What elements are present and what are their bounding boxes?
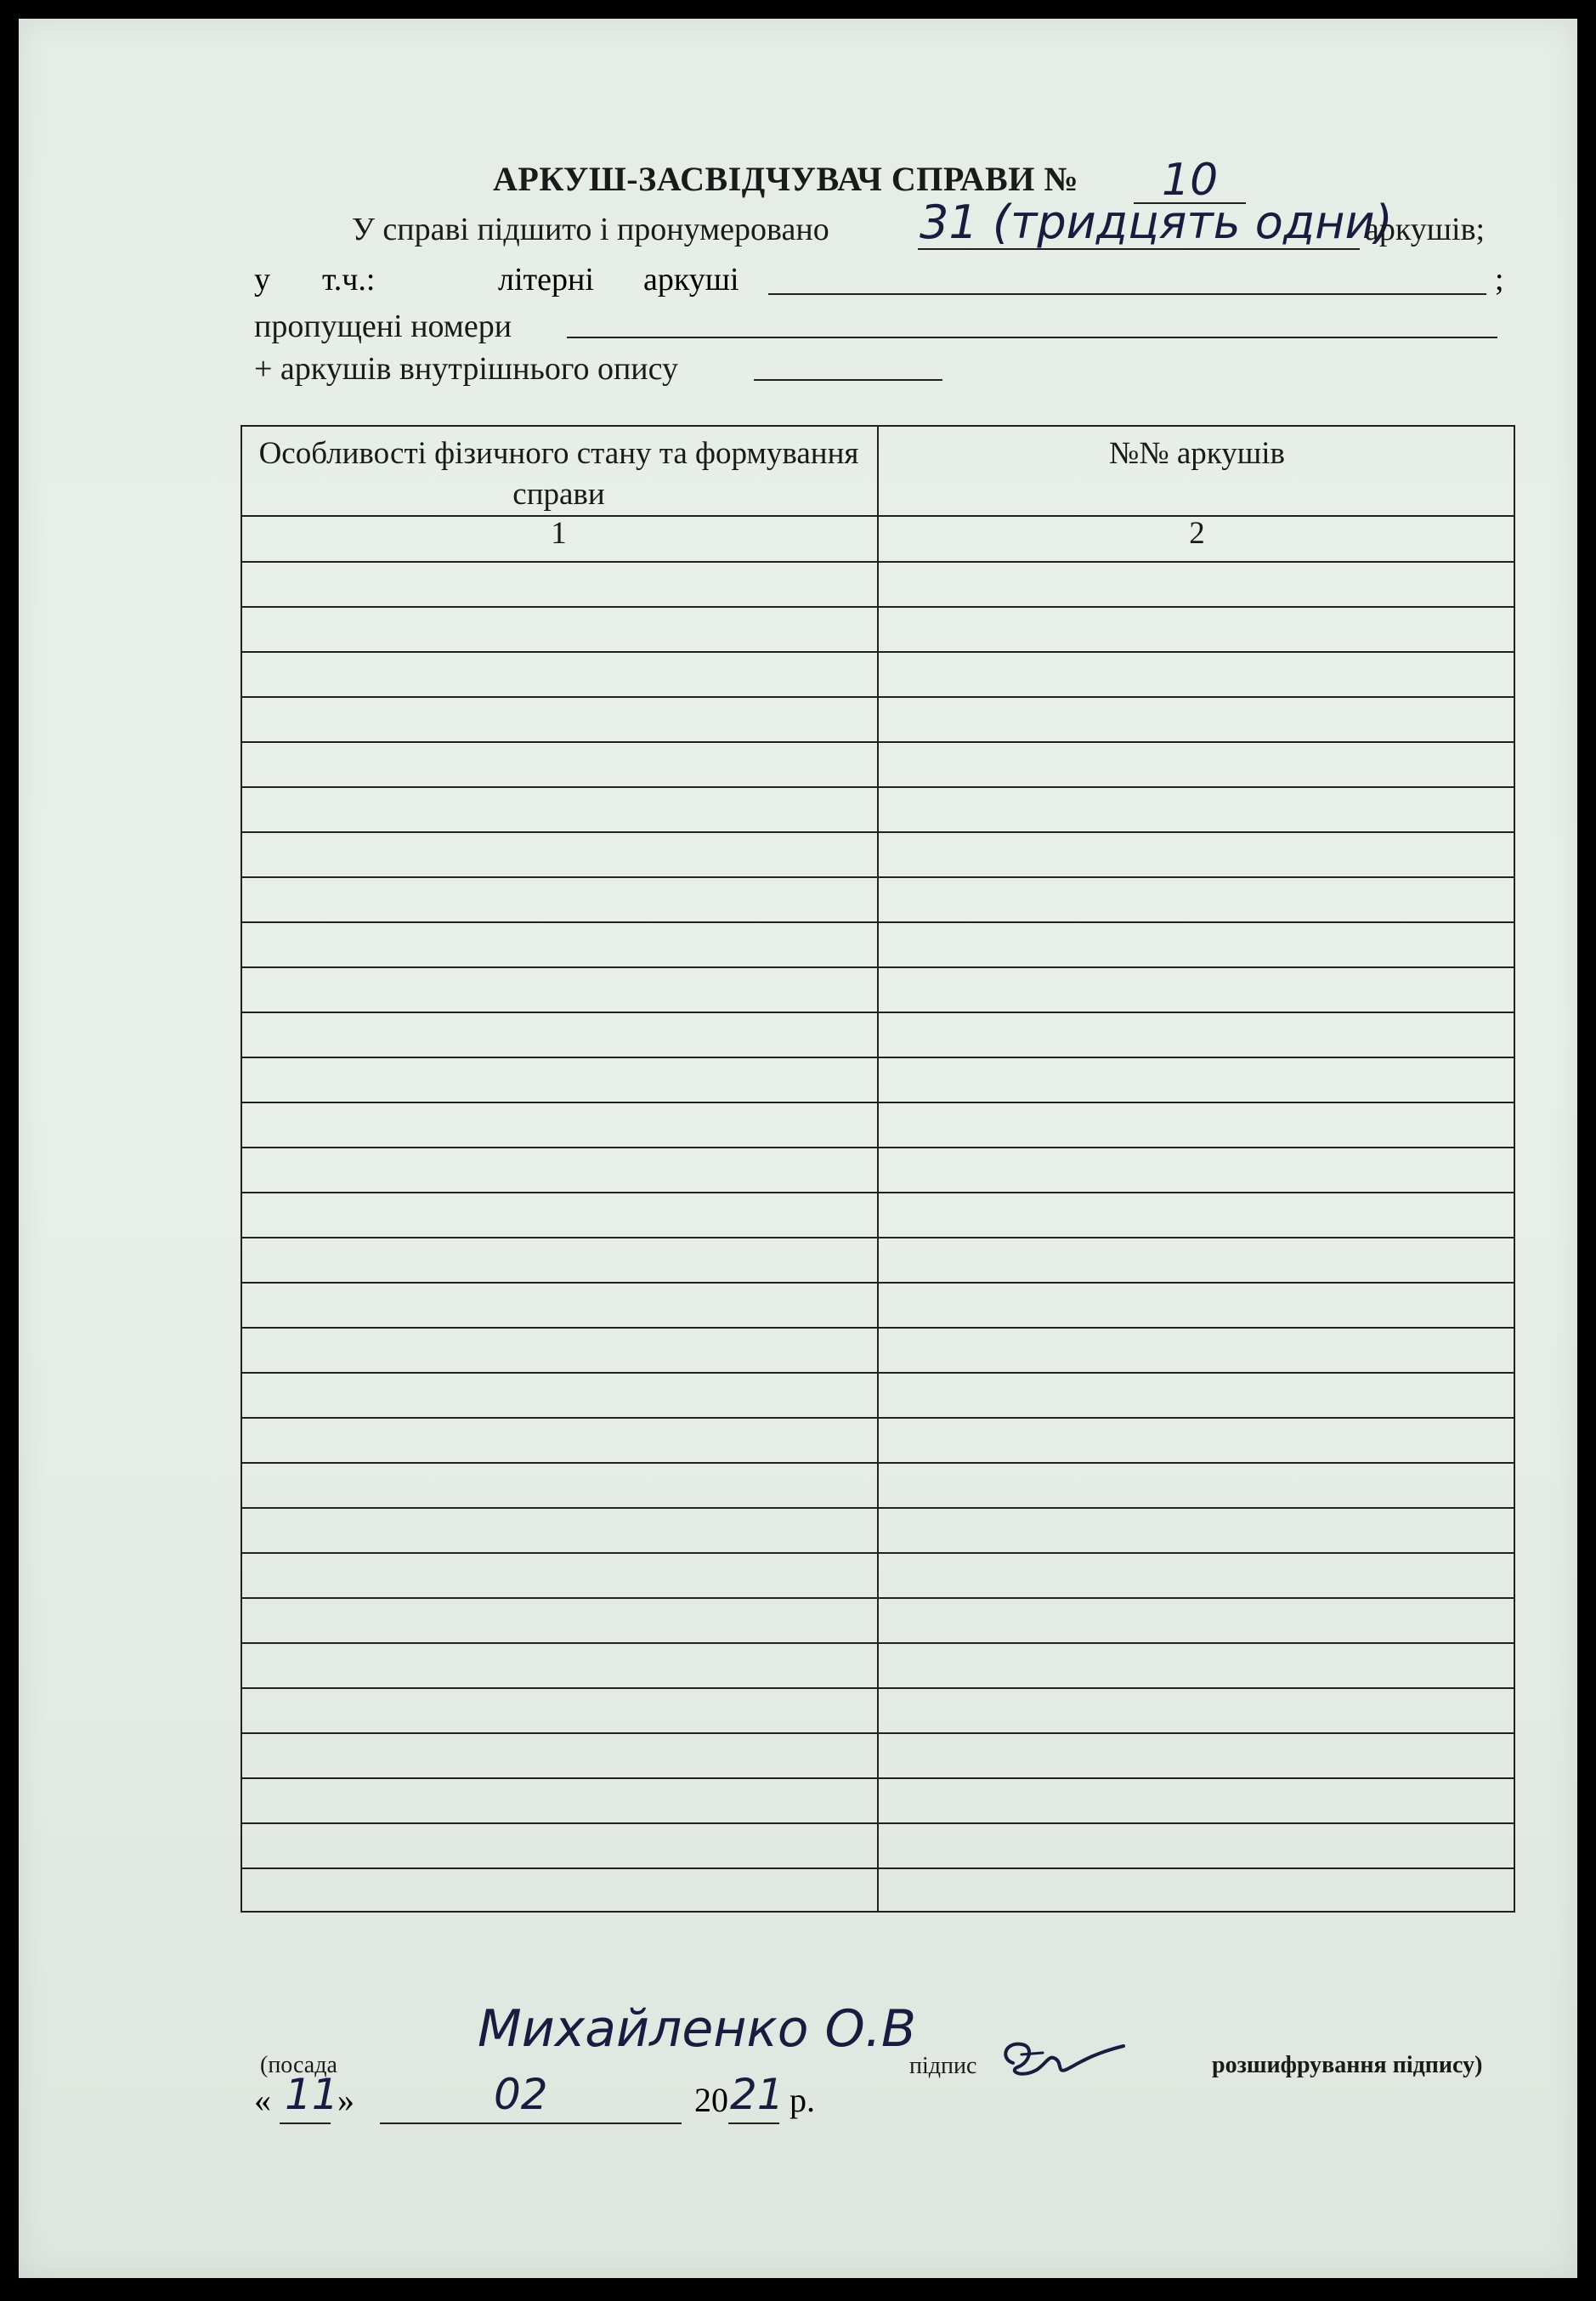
table-row-rule xyxy=(241,1552,1515,1554)
table-row-rule xyxy=(241,651,1515,653)
day-underline xyxy=(280,2122,331,2124)
table-row-rule xyxy=(241,1417,1515,1419)
table-row-rule xyxy=(241,696,1515,698)
literal-word-3: літерні xyxy=(498,262,594,298)
handwritten-signature xyxy=(996,2020,1132,2088)
literal-word-4: аркуші xyxy=(643,262,739,298)
year-prefix: 20 xyxy=(694,2081,728,2119)
sheet-condition-table xyxy=(241,425,1515,1913)
month-underline xyxy=(380,2122,682,2124)
date-line xyxy=(254,2070,1019,2131)
table-row-rule xyxy=(241,831,1515,833)
date-month-handwritten: 02 xyxy=(494,2070,548,2119)
table-column-number-2: 2 xyxy=(1189,516,1205,551)
signature-decoding-label: розшифрування підпису) xyxy=(1212,2052,1483,2078)
table-row-rule xyxy=(241,1012,1515,1013)
table-row-rule xyxy=(241,741,1515,743)
table-column-divider xyxy=(877,425,879,1913)
literal-word-1: у xyxy=(254,262,270,298)
year-underline xyxy=(728,2122,779,2124)
table-column-number-1: 1 xyxy=(551,516,567,551)
literal-word-2: т.ч.: xyxy=(322,262,376,298)
table-row-rule xyxy=(241,1282,1515,1284)
table-row-rule xyxy=(241,1147,1515,1148)
table-row-rule xyxy=(241,876,1515,878)
sheets-count-handwritten: 31 (тридцять одни) xyxy=(920,196,1393,249)
sheets-line-prefix: У справі підшито і пронумеровано xyxy=(352,212,829,247)
table-row-rule xyxy=(241,606,1515,608)
table-row-rule xyxy=(241,1642,1515,1644)
table-row-rule xyxy=(241,966,1515,968)
inner-inventory-underline xyxy=(754,379,942,381)
table-row-rule xyxy=(241,786,1515,788)
table-row-rule xyxy=(241,1057,1515,1058)
sheets-line-suffix: аркушів; xyxy=(1365,212,1486,247)
table-header-rule xyxy=(241,515,1515,517)
missing-numbers-label: пропущені номери xyxy=(254,309,512,344)
literal-sheets-line xyxy=(254,261,1508,300)
missing-numbers-underline xyxy=(567,337,1497,338)
table-header-rule xyxy=(241,561,1515,563)
signature-label: підпис xyxy=(909,2053,977,2079)
table-row-rule xyxy=(241,1777,1515,1779)
table-row-rule xyxy=(241,1822,1515,1824)
inner-inventory-label: + аркушів внутрішнього опису xyxy=(254,351,678,387)
table-row-rule xyxy=(241,1462,1515,1464)
document-sheet xyxy=(19,19,1577,2278)
table-row-rule xyxy=(241,1102,1515,1103)
table-row-rule xyxy=(241,1867,1515,1869)
literal-sheets-underline xyxy=(768,293,1486,295)
table-row-rule xyxy=(241,1237,1515,1238)
table-row-rule xyxy=(241,1192,1515,1193)
table-row-rule xyxy=(241,1372,1515,1374)
literal-line-end: ; xyxy=(1495,262,1504,298)
table-header-sheet-numbers: №№ аркушів xyxy=(1109,436,1285,471)
table-row-rule xyxy=(241,1687,1515,1689)
table-row-rule xyxy=(241,1597,1515,1599)
table-row-rule xyxy=(241,921,1515,923)
case-number-handwritten: 10 xyxy=(1162,155,1219,206)
position-label: (посада xyxy=(260,2052,337,2078)
table-row-rule xyxy=(241,1507,1515,1509)
year-suffix-label: р. xyxy=(790,2081,815,2119)
document-title: АРКУШ-ЗАСВІДЧУВАЧ СПРАВИ № xyxy=(493,160,1079,198)
table-row-rule xyxy=(241,1327,1515,1329)
handwritten-full-name: Михайленко О.В xyxy=(478,1999,917,2059)
date-close-quote: » xyxy=(337,2081,354,2119)
date-year-handwritten: 21 xyxy=(730,2070,784,2119)
date-open-quote: « xyxy=(254,2081,271,2119)
table-row-rule xyxy=(241,1732,1515,1734)
date-day-handwritten: 11 xyxy=(285,2070,339,2119)
table-header-condition: Особливості фізичного стану та формування справи xyxy=(258,436,859,512)
